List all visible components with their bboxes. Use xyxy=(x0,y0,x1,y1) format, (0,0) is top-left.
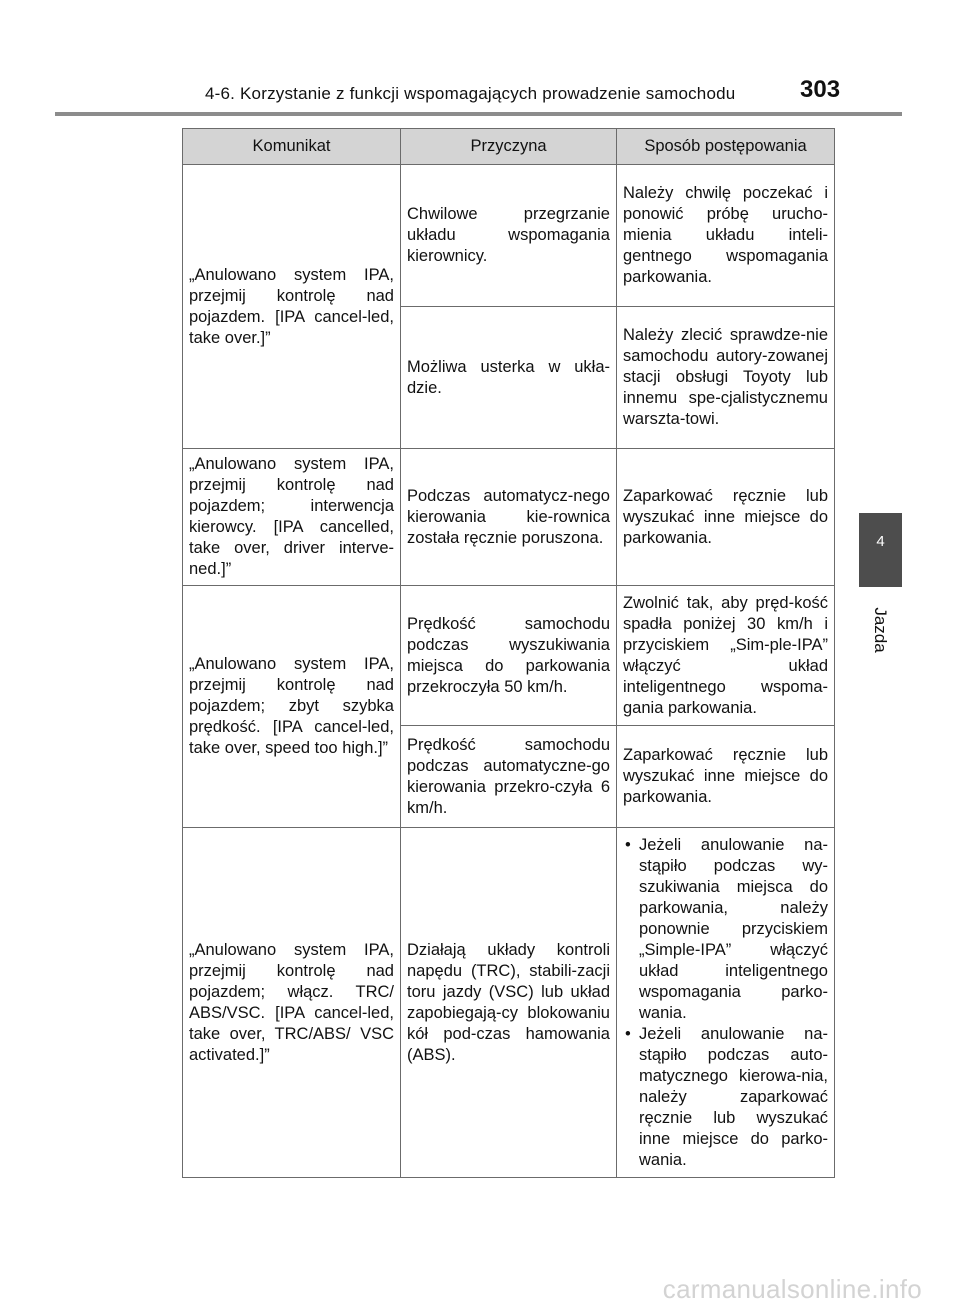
action-text: Należy zlecić sprawdze-nie samochodu autory-zowanej stacji obsługi Toyoty lub innemu spe-cjalistycznemu warszta-towi. xyxy=(623,326,828,428)
action-cell xyxy=(617,165,835,307)
action-text: Zwolnić tak, aby pręd-kość spadła poniżej 30 km/h i przyciskiem „Sim-ple-IPA” włączyć układ inteligentnego wspoma-gania parkowania. xyxy=(623,593,828,717)
message-cell xyxy=(183,828,401,1178)
column-header-action: Sposób postępowania xyxy=(617,129,835,165)
table-row xyxy=(183,449,835,586)
message-text: „Anulowano system IPA, przejmij kontrolę nad pojazdem; zbyt szybka prędkość. [IPA cancel-led, take over, speed too high.]” xyxy=(189,655,394,757)
action-cell xyxy=(617,586,835,726)
table-row xyxy=(183,586,835,726)
table-row xyxy=(183,828,835,1178)
table-row xyxy=(183,165,835,307)
cause-text: Podczas automatycz-nego kierowania kie-rownica została ręcznie poruszona. xyxy=(407,486,610,547)
action-cell xyxy=(617,726,835,828)
list-item: • Jeżeli anulowanie na-stąpiło podczas auto-matycznego kierowa-nia, należy zaparkować ręcznie lub wyszukać inne miejsce do parko-wania. xyxy=(623,1024,828,1171)
cause-cell xyxy=(401,586,617,726)
column-header-cause: Przyczyna xyxy=(401,129,617,165)
action-bullet-list xyxy=(623,835,828,1171)
watermark: carmanualsonline.info xyxy=(662,1274,922,1304)
chapter-label: Jazda xyxy=(871,607,890,653)
cause-text: Chwilowe przegrzanie układu wspomagania kierownicy. xyxy=(407,205,610,265)
table-header-row xyxy=(183,129,835,165)
column-header-message: Komunikat xyxy=(183,129,401,165)
cause-text: Prędkość samochodu podczas automatyczne-go kierowania przekro-czyła 6 km/h. xyxy=(407,735,610,817)
cause-text: Działają układy kontroli napędu (TRC), stabili-zacji toru jazdy (VSC) lub układ zapobiegają-cy blokowaniu kół pod-czas hamowania (ABS). xyxy=(407,940,610,1064)
message-cell xyxy=(183,586,401,828)
chapter-tab: 4 xyxy=(859,513,902,587)
action-text: Należy chwilę poczekać i ponowić próbę urucho-mienia układu inteli-gentnego wspomagania parkowania. xyxy=(623,184,828,286)
messages-table xyxy=(182,128,835,1178)
message-cell xyxy=(183,449,401,586)
message-text: „Anulowano system IPA, przejmij kontrolę nad pojazdem; włącz. TRC/ ABS/VSC. [IPA cancel-led, take over, TRC/ABS/ VSC activated.]” xyxy=(189,940,394,1064)
action-cell xyxy=(617,307,835,449)
action-cell xyxy=(617,449,835,586)
message-cell xyxy=(183,165,401,449)
action-text: Zaparkować ręcznie lub wyszukać inne miejsce do parkowania. xyxy=(623,486,828,547)
cause-text: Prędkość samochodu podczas wyszukiwania miejsca do parkowania przekroczyła 50 km/h. xyxy=(407,614,610,696)
cause-cell xyxy=(401,828,617,1178)
action-text: Zaparkować ręcznie lub wyszukać inne miejsce do parkowania. xyxy=(623,746,828,806)
cause-cell xyxy=(401,307,617,449)
message-text: „Anulowano system IPA, przejmij kontrolę nad pojazdem. [IPA cancel-led, take over.]” xyxy=(189,265,394,347)
message-text: „Anulowano system IPA, przejmij kontrolę nad pojazdem; interwencja kierowcy. [IPA cancelled, take over, driver interve-ned.]” xyxy=(189,455,394,578)
page-number: 303 xyxy=(800,76,841,103)
cause-cell xyxy=(401,726,617,828)
action-cell xyxy=(617,828,835,1178)
header-divider xyxy=(55,112,902,116)
cause-cell xyxy=(401,449,617,586)
section-title: 4-6. Korzystanie z funkcji wspomagających prowadzenie samochodu xyxy=(205,84,736,103)
list-item: • Jeżeli anulowanie na-stąpiło podczas wy-szukiwania miejsca do parkowania, należy ponownie przyciskiem „Simple-IPA” włączyć układ inteligentnego wspomagania parko-wania. xyxy=(623,835,828,1024)
cause-text: Możliwa usterka w ukła-dzie. xyxy=(407,357,610,397)
cause-cell xyxy=(401,165,617,307)
